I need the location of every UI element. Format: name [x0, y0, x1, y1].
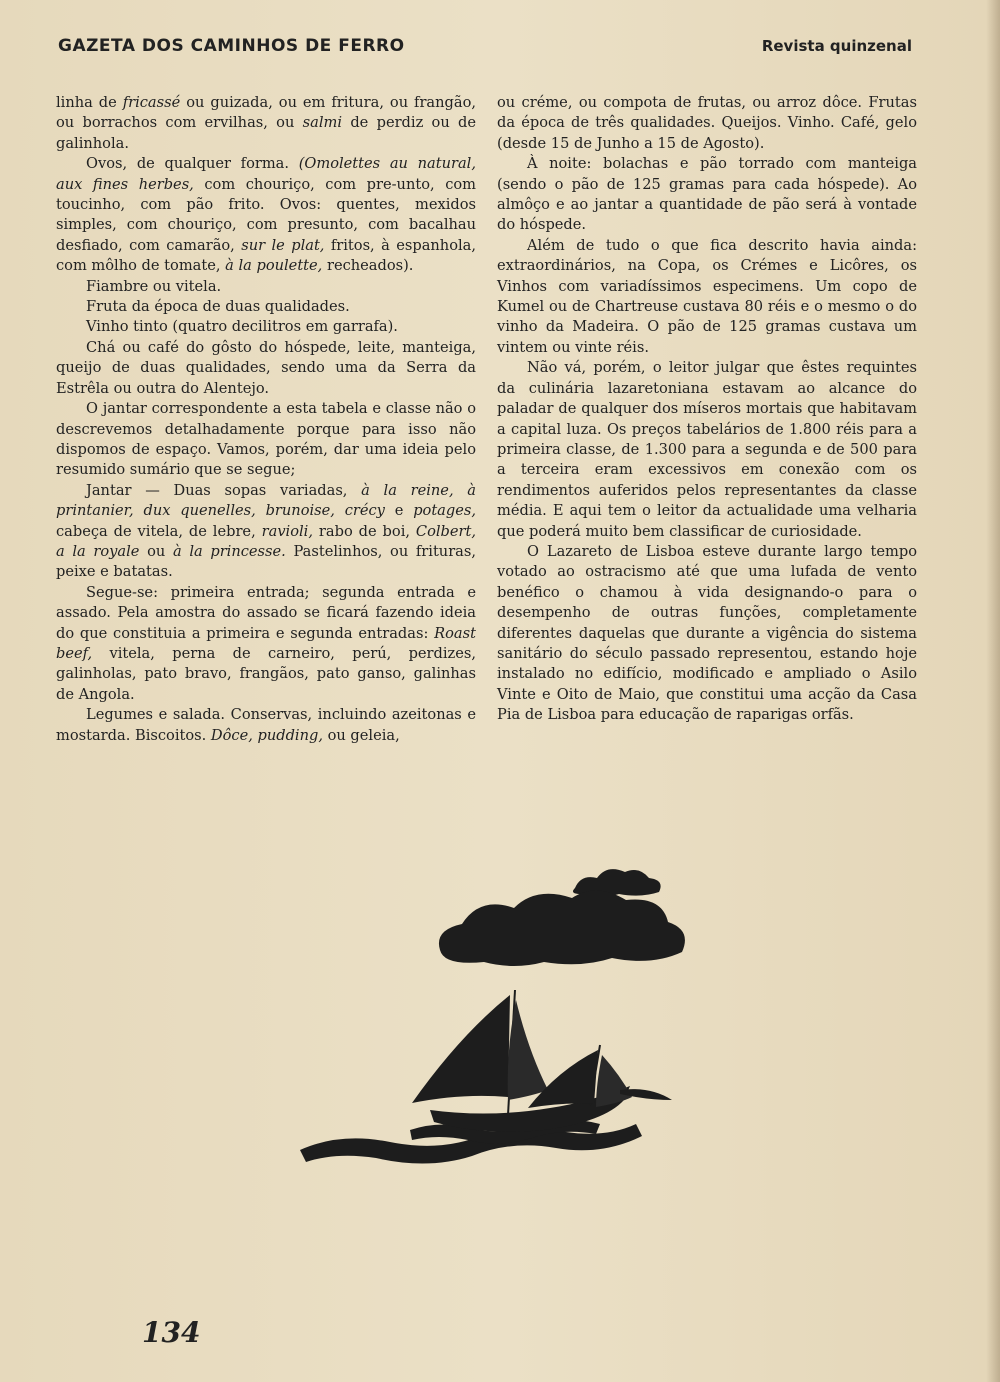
paragraph: Jantar — Duas sopas variadas, à la reine, à printanier, dux quenelles, brunoise, crécy e potages, cabeça de vitela, de lebre, ravioli, rabo de boi, Colbert, a la royale ou à la princesse. Pastelinhos, ou frituras, peixe e batatas. [56, 481, 477, 581]
paragraph: Segue-se: primeira entrada; segunda entrada e assado. Pela amostra do assado se ficará fazendo ideia do que constituia a primeira e segunda entradas: Roast beef, vitela, perna de carneiro, perú, perdizes, galinholas, pato bravo, frangãos, pato ganso, galinhas de Angola. [56, 583, 476, 703]
paragraph: Chá ou café do gôsto do hóspede, leite, manteiga, queijo de duas qualidades, sendo uma da Serra da Estrêla ou outra do Alentejo. [56, 338, 476, 397]
text-column-left [56, 93, 476, 746]
paragraph: ou créme, ou compota de frutas, ou arroz dôce. Frutas da época de três qualidades. Queijos. Vinho. Café, gelo (desde 15 de Junho a 15 de Agosto). [497, 94, 917, 152]
paragraph: O Lazareto de Lisboa esteve durante largo tempo votado ao ostracismo até que uma lufada de vento benéfico o chamou à vida designando-o para o desempenho de outras funções, completamente diferentes daquelas que durante a vigência do sistema sanitário do século passado representou, estando hoje instalado no edifício, modificado e ampliado o Asilo Vinte e Oito de Maio, que constitui uma acção da Casa Pia de Lisboa para educação de raparigas orfãs. [497, 542, 917, 724]
text-column-right [497, 93, 917, 726]
paragraph: Não vá, porém, o leitor julgar que êstes requintes da culinária lazaretoniana estavam ao alcance do paladar de qualquer dos míseros mortais que habitavam a capital luza. Os preços tabelários de 1.800 réis para a primeira classe, de 1.300 para a segunda e de 500 para a terceira eram excessivos em conexão com os rendimentos auferidos pelos representantes da classe média. E aqui tem o leitor da actualidade uma velharia que poderá muito bem classificar de curiosidade. [497, 359, 917, 540]
paragraph: À noite: bolachas e pão torrado com manteiga (sendo o pão de 125 gramas para cada hóspede). Ao almôço e ao jantar a quantidade de pão será à vontade do hóspede. [497, 155, 917, 234]
paragraph: Além de tudo o que fica descrito havia ainda: extraordinários, na Copa, os Crémes e Licôres, os Vinhos com variadíssimos especimens. Um copo de Kumel ou de Chartreuse custava 80 réis e o mesmo o do vinho da Madeira. O pão de 125 gramas custava um vintem ou vinte réis. [497, 236, 917, 356]
publication-subtitle: Revista quinzenal [761, 37, 912, 55]
running-header [58, 36, 912, 56]
paragraph: Fruta da época de duas qualidades. [86, 298, 350, 316]
publication-title: GAZETA DOS CAMINHOS DE FERRO [58, 36, 405, 56]
page-number: 134 [142, 1316, 201, 1349]
paragraph: Vinho tinto (quatro decilitros em garrafa). [86, 318, 398, 336]
paragraph: Fiambre ou vitela. [86, 277, 222, 295]
paragraph: Ovos, de qualquer forma. (Omolettes au natural, aux fines herbes, com chouriço, com pre-unto, com toucinho, com pão frito. Ovos: quentes, mexidos simples, com chouriço, com presunto, com bacalhau desfiado, com camarão, sur le plat, fritos, à espanhola, com môlho de tomate, à la poulette, recheados). [56, 155, 476, 275]
sailing-ship-clouds-icon [290, 860, 720, 1270]
paragraph: Legumes e salada. Conservas, incluindo azeitonas e mostarda. Biscoitos. Dôce, pudding, ou geleia, [56, 706, 476, 744]
paragraph: linha de fricassé ou guizada, ou em fritura, ou frangão, ou borrachos com ervilhas, ou salmi de perdiz ou de galinhola. [56, 94, 476, 152]
paragraph: O jantar correspondente a esta tabela e classe não o descrevemos detalhadamente porque para isso não dispomos de espaço. Vamos, porém, dar uma ideia pelo resumido sumário que se segue; [56, 400, 476, 479]
page-edge-shadow [986, 0, 1000, 1382]
